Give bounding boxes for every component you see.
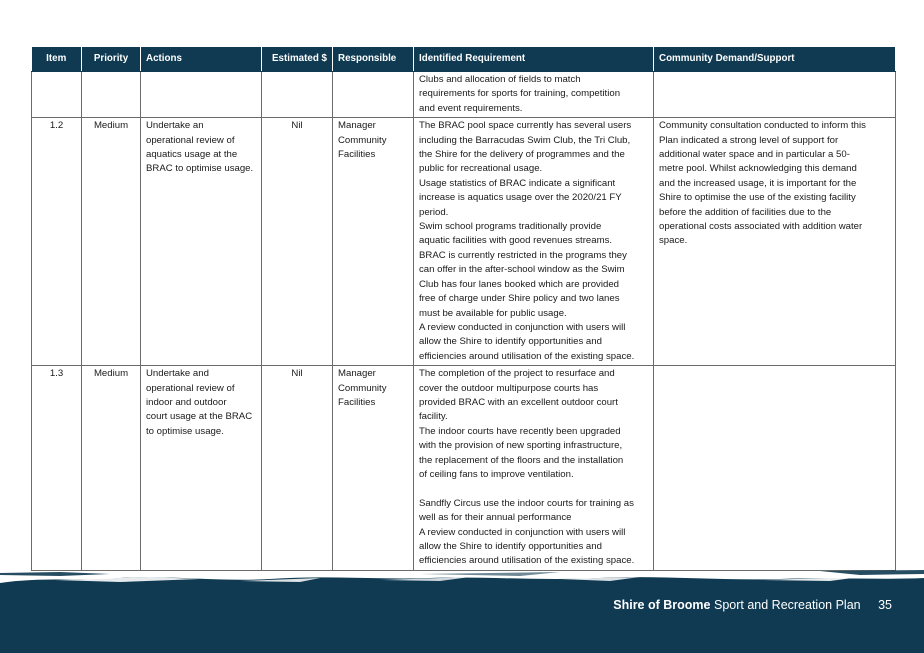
col-header-requirement: Identified Requirement — [414, 47, 654, 72]
requirement-line: can offer in the after-school window as the Swim — [419, 264, 625, 276]
requirement-line: Swim school programs traditionally provide — [419, 221, 602, 233]
col-header-community: Community Demand/Support — [654, 47, 896, 72]
requirement-line: the replacement of the floors and the installation — [419, 454, 624, 466]
action-line: court usage at the BRAC — [146, 411, 253, 423]
action-line: BRAC to optimise usage. — [146, 163, 254, 175]
cell-estimated: Nil — [262, 366, 333, 571]
cell-responsible — [333, 72, 414, 118]
community-line: Plan indicated a strong level of support for — [659, 134, 839, 146]
requirement-line: The indoor courts have recently been upgraded — [419, 425, 621, 437]
community-line: metre pool. Whilst acknowledging this demand — [659, 163, 857, 175]
requirement-line: The completion of the project to resurface and — [419, 368, 615, 380]
requirement-line: with the provision of new sporting infrastructure, — [419, 440, 623, 452]
requirement-line: efficiencies around utilisation of the existing space. — [419, 555, 635, 567]
community-line: before the addition of facilities due to the — [659, 206, 832, 218]
requirement-line: of ceiling fans to improve ventilation. — [419, 468, 574, 480]
table-row — [32, 366, 896, 571]
cell-item — [32, 72, 82, 118]
table-row-continuation — [32, 72, 896, 118]
cell-priority: Medium — [82, 366, 141, 571]
requirement-line: BRAC is currently restricted in the programs they — [419, 249, 627, 261]
action-line: aquatics usage at the — [146, 149, 238, 161]
cell-actions — [141, 118, 262, 366]
footer-doc-title: Sport and Recreation Plan — [713, 598, 861, 612]
community-line: and the increased usage, it is important for the — [659, 177, 857, 189]
responsible-line: Facilities — [338, 149, 376, 161]
requirement-line: must be available for public usage. — [419, 307, 567, 319]
community-line: operational costs associated with addition water — [659, 221, 863, 233]
col-header-priority: Priority — [82, 47, 141, 72]
cell-responsible — [333, 366, 414, 571]
action-line: indoor and outdoor — [146, 396, 227, 408]
requirement-line: well as for their annual performance — [419, 512, 572, 524]
col-header-responsible: Responsible — [333, 47, 414, 72]
requirement-line: increase is aquatics usage over the 2020/21 FY — [419, 192, 622, 204]
requirement-line: The BRAC pool space currently has several users — [419, 120, 632, 132]
requirement-line: allow the Shire to identify opportunities and — [419, 540, 602, 552]
requirement-line: period. — [419, 206, 449, 218]
cell-requirement — [414, 72, 654, 118]
cell-priority: Medium — [82, 118, 141, 366]
col-header-estimated: Estimated $ — [262, 47, 333, 72]
requirement-line: provided BRAC with an excellent outdoor court — [419, 396, 618, 408]
cell-priority — [82, 72, 141, 118]
cell-community — [654, 72, 896, 118]
action-line: operational review of — [146, 382, 235, 394]
col-header-actions: Actions — [141, 47, 262, 72]
cell-community — [654, 366, 896, 571]
requirement-line: facility. — [419, 411, 448, 423]
action-line: to optimise usage. — [146, 425, 224, 437]
cell-estimated — [262, 72, 333, 118]
responsible-line: Community — [338, 382, 387, 394]
table-row — [32, 118, 896, 366]
cell-item: 1.2 — [32, 118, 82, 366]
col-header-item: Item — [32, 47, 82, 72]
responsible-line: Manager — [338, 120, 376, 132]
requirement-line: aquatic facilities with good revenues streams. — [419, 235, 613, 247]
community-line: space. — [659, 235, 688, 247]
requirement-line: public for recreational usage. — [419, 163, 543, 175]
cell-responsible — [333, 118, 414, 366]
table-header-row — [32, 47, 896, 72]
community-line: Community consultation conducted to inform this — [659, 120, 866, 132]
requirement-line: cover the outdoor multipurpose courts has — [419, 382, 599, 394]
cell-estimated: Nil — [262, 118, 333, 366]
cell-community — [654, 118, 896, 366]
requirement-line: Club has four lanes booked which are provided — [419, 278, 619, 290]
page-number: 35 — [878, 598, 892, 612]
requirement-line: Clubs and allocation of fields to match — [419, 74, 581, 85]
footer-org: Shire of Broome — [613, 598, 711, 612]
cell-item: 1.3 — [32, 366, 82, 571]
requirement-line: efficiencies around utilisation of the existing space. — [419, 350, 635, 362]
community-line: additional water space and in particular a 50- — [659, 149, 850, 161]
requirement-line: Usage statistics of BRAC indicate a significant — [419, 177, 616, 189]
responsible-line: Facilities — [338, 396, 376, 408]
cell-actions — [141, 72, 262, 118]
requirement-line: including the Barracudas Swim Club, the Tri Club, — [419, 134, 631, 146]
requirement-line: A review conducted in conjunction with users will — [419, 526, 626, 538]
requirement-line: allow the Shire to identify opportunities and — [419, 336, 602, 348]
responsible-line: Community — [338, 134, 387, 146]
requirement-line: the Shire for the delivery of programmes and the — [419, 149, 625, 161]
responsible-line: Manager — [338, 368, 376, 380]
requirement-line: free of charge under Shire policy and two lanes — [419, 293, 620, 305]
community-line: Shire to optimise the use of the existing facility — [659, 192, 856, 204]
action-line: operational review of — [146, 134, 235, 146]
cell-requirement — [414, 366, 654, 571]
requirement-line: Sandfly Circus use the indoor courts for training as — [419, 497, 634, 509]
cell-requirement — [414, 118, 654, 366]
requirement-line — [419, 482, 648, 496]
requirement-line: A review conducted in conjunction with users will — [419, 321, 626, 333]
action-line: Undertake an — [146, 120, 204, 132]
cell-actions — [141, 366, 262, 571]
requirement-line: requirements for sports for training, competition — [419, 88, 621, 100]
action-line: Undertake and — [146, 368, 209, 380]
requirement-line: and event requirements. — [419, 102, 523, 114]
footer-title — [613, 598, 892, 612]
action-plan-table — [31, 47, 896, 571]
